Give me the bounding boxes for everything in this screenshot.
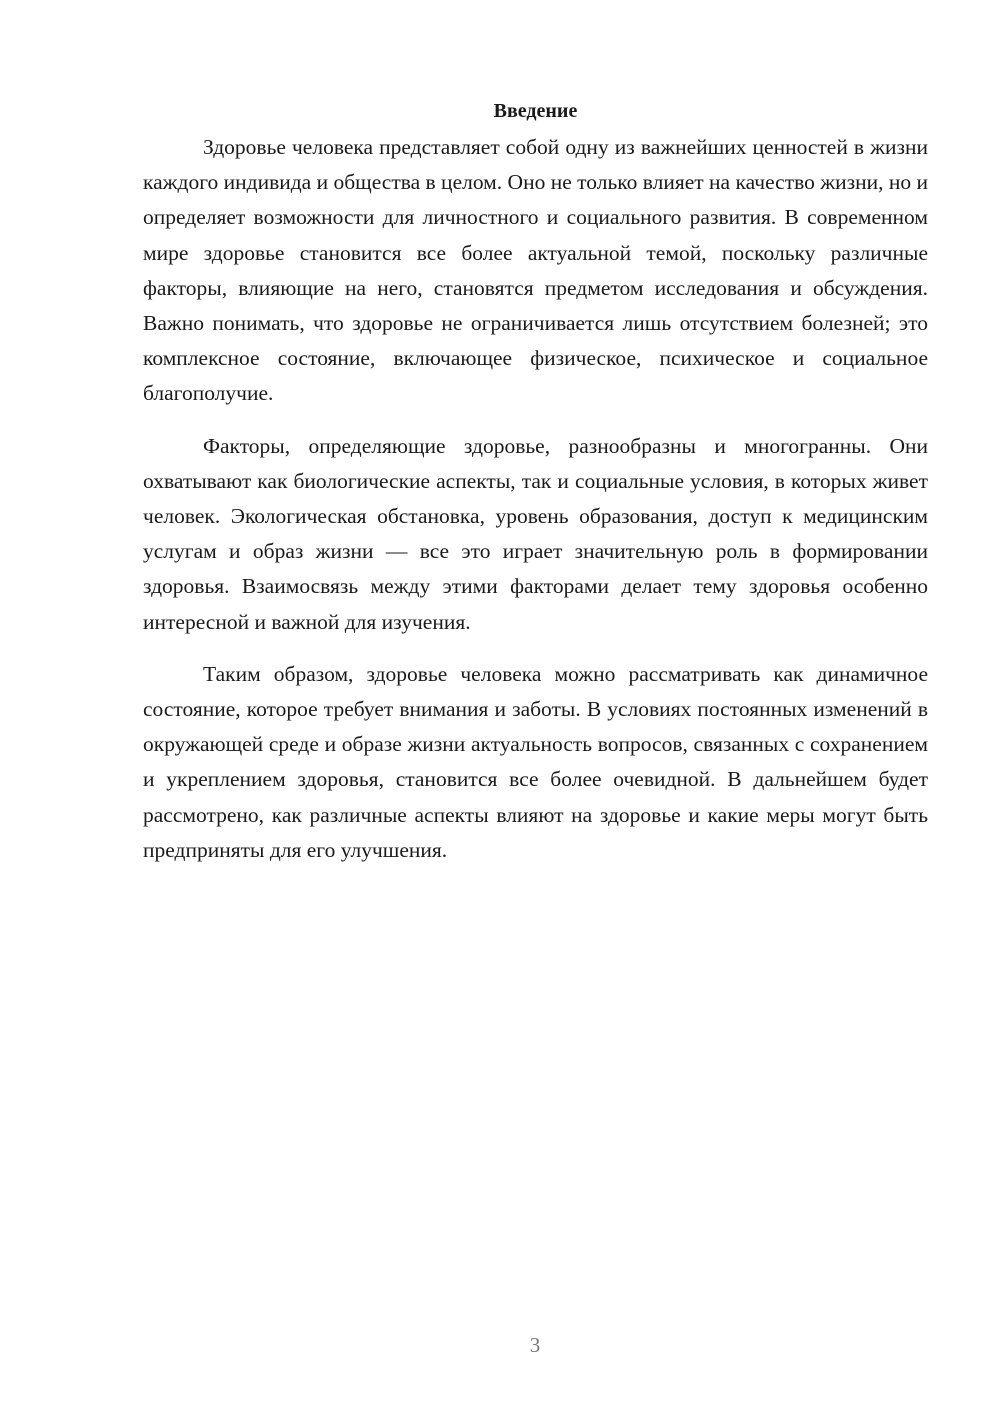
paragraph-1: Здоровье человека представляет собой одну из важнейших ценностей в жизни каждого индивида и общества в целом. Оно не только влияет на качество жизни, но и определяет возможности для личностного и социального развития. В современном мире здоровье становится все более актуальной темой, поскольку различные факторы, влияющие на него, становятся предметом исследования и обсуждения. Важно понимать, что здоровье не ограничивается лишь отсутствием болезней; это комплексное состояние, включающее физическое, психическое и социальное благополучие. [143, 135, 928, 406]
document-page [143, 96, 928, 868]
section-heading: Введение [493, 100, 578, 122]
paragraph-3: Таким образом, здоровье человека можно рассматривать как динамичное состояние, которое требует внимания и заботы. В условиях постоянных изменений в окружающей среде и образе жизни актуальность вопросов, связанных с сохранением и укреплением здоровья, становится все более очевидной. В дальнейшем будет рассмотрено, как различные аспекты влияют на здоровье и какие меры могут быть предприняты для его улучшения. [143, 661, 928, 862]
page-number: 3 [529, 1333, 541, 1357]
paragraph-2: Факторы, определяющие здоровье, разнообразны и многогранны. Они охватывают как биологические аспекты, так и социальные условия, в которых живет человек. Экологическая обстановка, уровень образования, доступ к медицинским услугам и образ жизни — все это играет значительную роль в формировании здоровья. Взаимосвязь между этими факторами делает тему здоровья особенно интересной и важной для изучения. [143, 433, 928, 634]
